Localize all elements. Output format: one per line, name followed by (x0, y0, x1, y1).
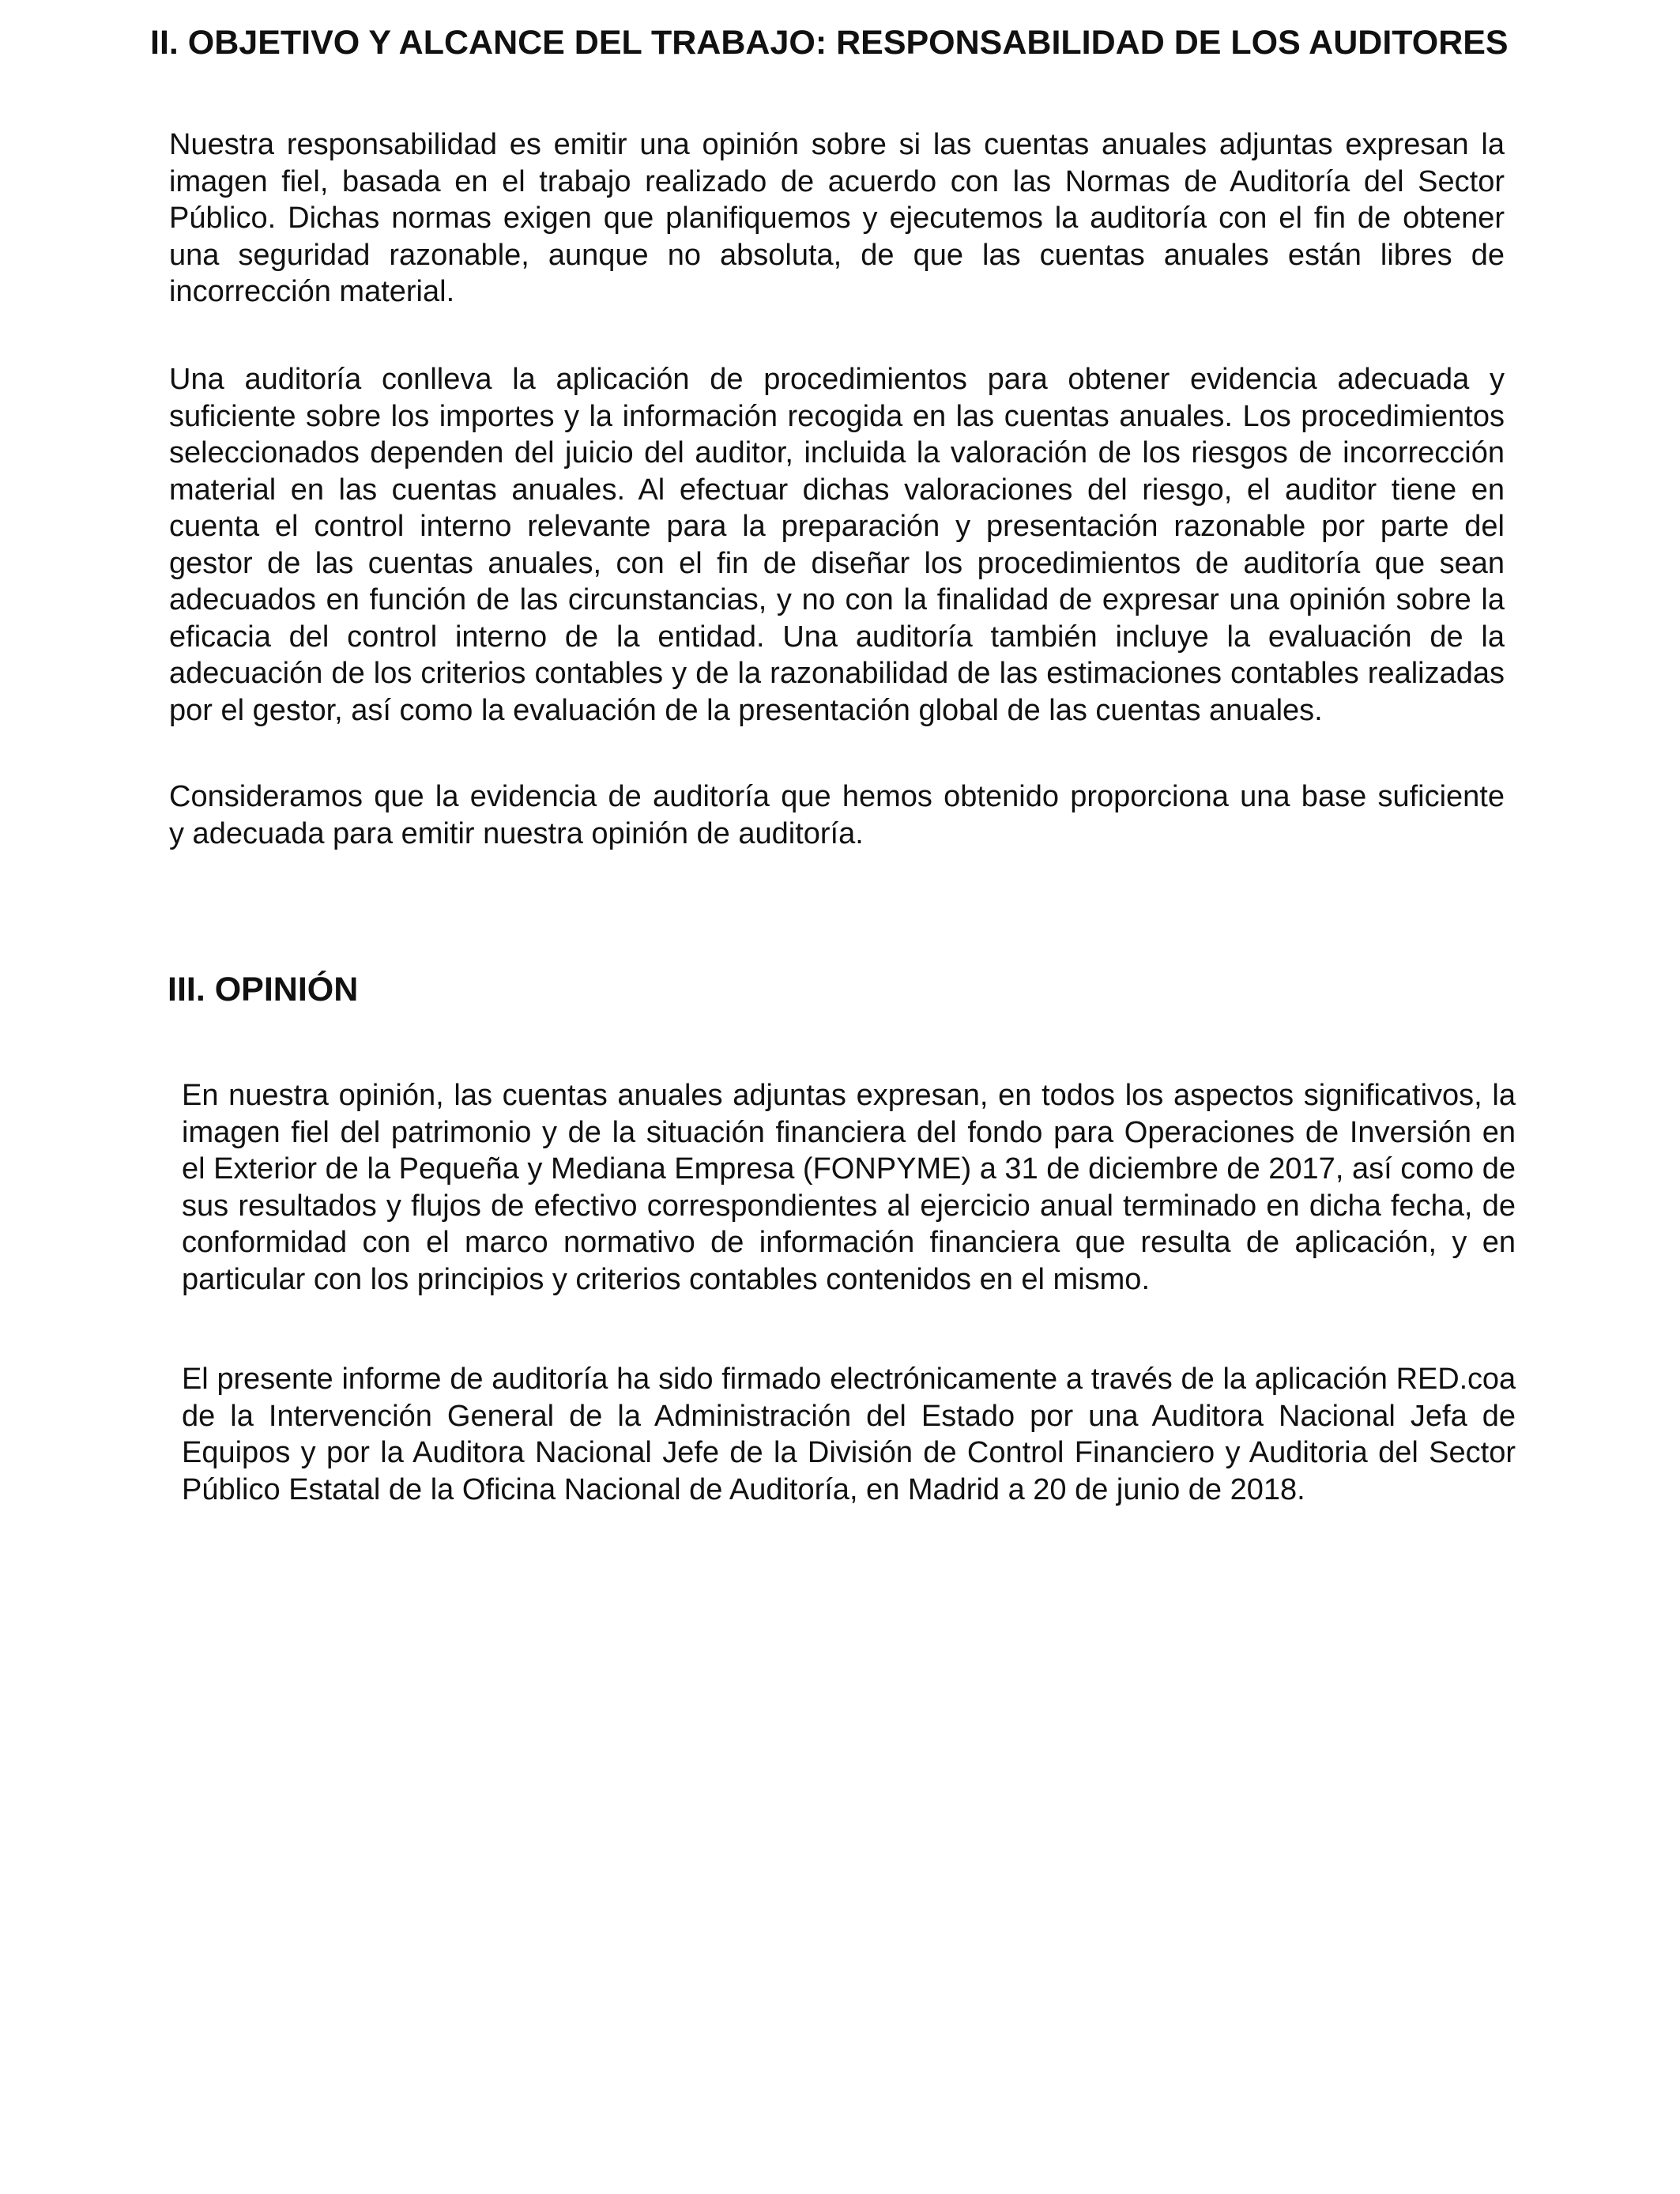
text-line: sus resultados y flujos de efectivo correspondientes al ejercicio anual terminado en dicha fecha, de (182, 1189, 1516, 1223)
section-heading-objetivo: II. OBJETIVO Y ALCANCE DEL TRABAJO: RESPONSABILIDAD DE LOS AUDITORES (150, 24, 1509, 62)
text-line: gestor de las cuentas anuales, con el fin de diseñar los procedimientos de auditoría que sean (169, 546, 1505, 580)
text-line: Público. Dichas normas exigen que planifiquemos y ejecutemos la auditoría con el fin de obtener (169, 202, 1505, 235)
text-line: incorrección material. (169, 275, 455, 308)
text-line: conformidad con el marco normativo de información financiera que resulta de aplicación, y en (182, 1226, 1516, 1259)
paragraph-procedimientos (169, 361, 1505, 729)
text-line: suficiente sobre los importes y la información recogida en las cuentas anuales. Los procedimientos (169, 399, 1505, 433)
text-line: Consideramos que la evidencia de auditoría que hemos obtenido proporciona una base suficiente (169, 780, 1505, 813)
text-line: particular con los principios y criterios contables contenidos en el mismo. (182, 1262, 1150, 1296)
paragraph-responsabilidad (169, 126, 1505, 311)
text-line: y adecuada para emitir nuestra opinión de auditoría. (169, 816, 864, 850)
text-line: Nuestra responsabilidad es emitir una opinión sobre si las cuentas anuales adjuntas expresan la (169, 128, 1505, 161)
paragraph-opinion (182, 1077, 1516, 1298)
text-line: El presente informe de auditoría ha sido firmado electrónicamente a través de la aplicación RED.coa (182, 1363, 1516, 1396)
text-line: Equipos y por la Auditora Nacional Jefe de la División de Control Financiero y Auditoria del Sector (182, 1436, 1516, 1469)
text-line: Una auditoría conlleva la aplicación de procedimientos para obtener evidencia adecuada y (169, 363, 1505, 396)
text-line: una seguridad razonable, aunque no absoluta, de que las cuentas anuales están libres de (169, 238, 1505, 272)
section-heading-opinion: III. OPINIÓN (168, 971, 359, 1008)
text-line: el Exterior de la Pequeña y Mediana Empresa (FONPYME) a 31 de diciembre de 2017, así como de (182, 1152, 1516, 1186)
text-line: material en las cuentas anuales. Al efectuar dichas valoraciones del riesgo, el auditor tiene en (169, 473, 1505, 507)
text-line: imagen fiel del patrimonio y de la situación financiera del fondo para Operaciones de Inversión en (182, 1115, 1516, 1149)
text-line: En nuestra opinión, las cuentas anuales adjuntas expresan, en todos los aspectos significativos, la (182, 1079, 1516, 1112)
text-line: adecuación de los criterios contables y de la razonabilidad de las estimaciones contables realizadas (169, 657, 1505, 690)
text-line: adecuados en función de las circunstancias, y no con la finalidad de expresar una opinión sobre la (169, 583, 1505, 616)
text-line: de la Intervención General de la Administración del Estado por una Auditora Nacional Jefa de (182, 1399, 1516, 1433)
text-line: Público Estatal de la Oficina Nacional de Auditoría, en Madrid a 20 de junio de 2018. (182, 1472, 1305, 1506)
text-line: eficacia del control interno de la entidad. Una auditoría también incluye la evaluación de la (169, 620, 1505, 654)
text-line: por el gestor, así como la evaluación de la presentación global de las cuentas anuales. (169, 693, 1323, 727)
text-line: seleccionados dependen del juicio del auditor, incluida la valoración de los riesgos de incorrección (169, 436, 1505, 469)
paragraph-firma (182, 1361, 1516, 1508)
text-line: cuenta el control interno relevante para la preparación y presentación razonable por parte del (169, 510, 1505, 543)
text-line: imagen fiel, basada en el trabajo realizado de acuerdo con las Normas de Auditoría del Sector (169, 164, 1505, 198)
paragraph-evidencia (169, 778, 1505, 852)
